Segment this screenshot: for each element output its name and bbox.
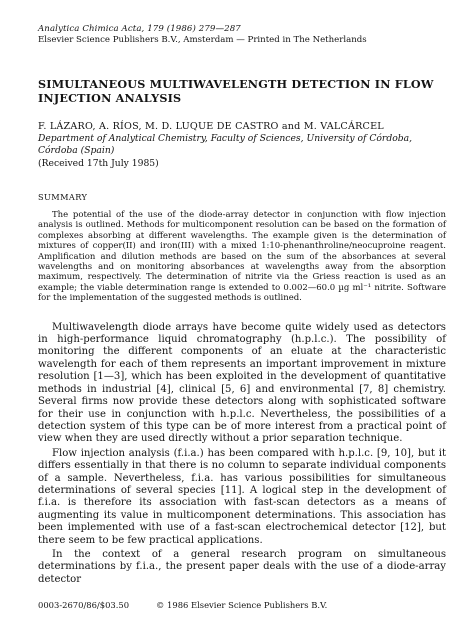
publisher-line: Elsevier Science Publishers B.V., Amsterdam — Printed in The Netherlands [38,35,367,45]
journal-citation [38,24,448,35]
body-paragraph: Flow injection analysis (f.i.a.) has been compared with h.p.l.c. [9, 10], but it differs essentially in that there is no column to separate individual components of a sample. Nevertheless, f.i.a. has various possibilities for simultaneous determinations of several species [11]. A logical step in the development of f.i.a. is therefore its association with fast-scan detectors as a means of augmenting its value in multicomponent determinations. This association has been implemented with use of a fast-scan electrochemical detector [12], but there seem to be few practical applications. [38,447,446,546]
title-line-1: SIMULTANEOUS MULTIWAVELENGTH DETECTION IN FLOW [38,77,434,91]
summary-heading: SUMMARY [38,192,88,202]
summary-abstract [38,210,446,304]
article-title [38,77,438,105]
journal-line: Analytica Chimica Acta, 179 (1986) 279—287 [38,24,241,34]
summary-text: The potential of the use of the diode-array detector in conjunction with flow injection analysis is outlined. Methods for multicomponent resolution can be based on the formation of complexes absorbing at different wavelengths. The example given is the determination of mixtures of copper(II) and iron(III) with a mixed 1:10-phenanthroline/neocuproine reagent. Amplification and dilution methods are based on the sum of the absorbances at several wavelengths and on monitoring absorbances at wavelengths away from the absorption maximum, respectively. The determination of nitrite via the Griess reaction is used as an example; the viable determination range is extended to 0.002—60.0 µg ml⁻¹ nitrite. Software for the implementation of the suggested methods is outlined. [38,210,446,304]
body-paragraph: Multiwavelength diode arrays have become quite widely used as detectors in high-performance liquid chromatography (h.p.l.c.). The possibility of monitoring the different components of an eluate at the characteristic wavelength for each of them represents an important improvement in mixture resolution [1—3], which has been exploited in the development of quantitative methods in industrial [4], clinical [5, 6] and environmental [7, 8] chemistry. Several firms now provide these detectors along with sophisticated software for their use in conjunction with h.p.l.c. Nevertheless, the possibilities of a detection system of this type can be of more interest from a practical point of view when they are used directly without a prior separation technique. [38,321,446,445]
author-list: F. LÁZARO, A. RÍOS, M. D. LUQUE DE CASTRO and M. VALCÁRCEL [38,121,384,132]
issn-code: 0003-2670/86/$03.50 [38,600,130,610]
affiliation [38,133,448,157]
article-body [38,322,446,587]
affiliation-line-1: Department of Analytical Chemistry, Faculty of Sciences, University of Córdoba, [38,133,413,144]
affiliation-line-2: Córdoba (Spain) [38,145,115,156]
received-date: (Received 17th July 1985) [38,158,159,169]
body-paragraph: In the context of a general research program on simultaneous determinations by f.i.a., the present paper deals with the use of a diode-array detector [38,548,446,585]
copyright-notice: © 1986 Elsevier Science Publishers B.V. [156,600,328,610]
title-line-2: INJECTION ANALYSIS [38,91,182,105]
page-footer [38,600,448,611]
